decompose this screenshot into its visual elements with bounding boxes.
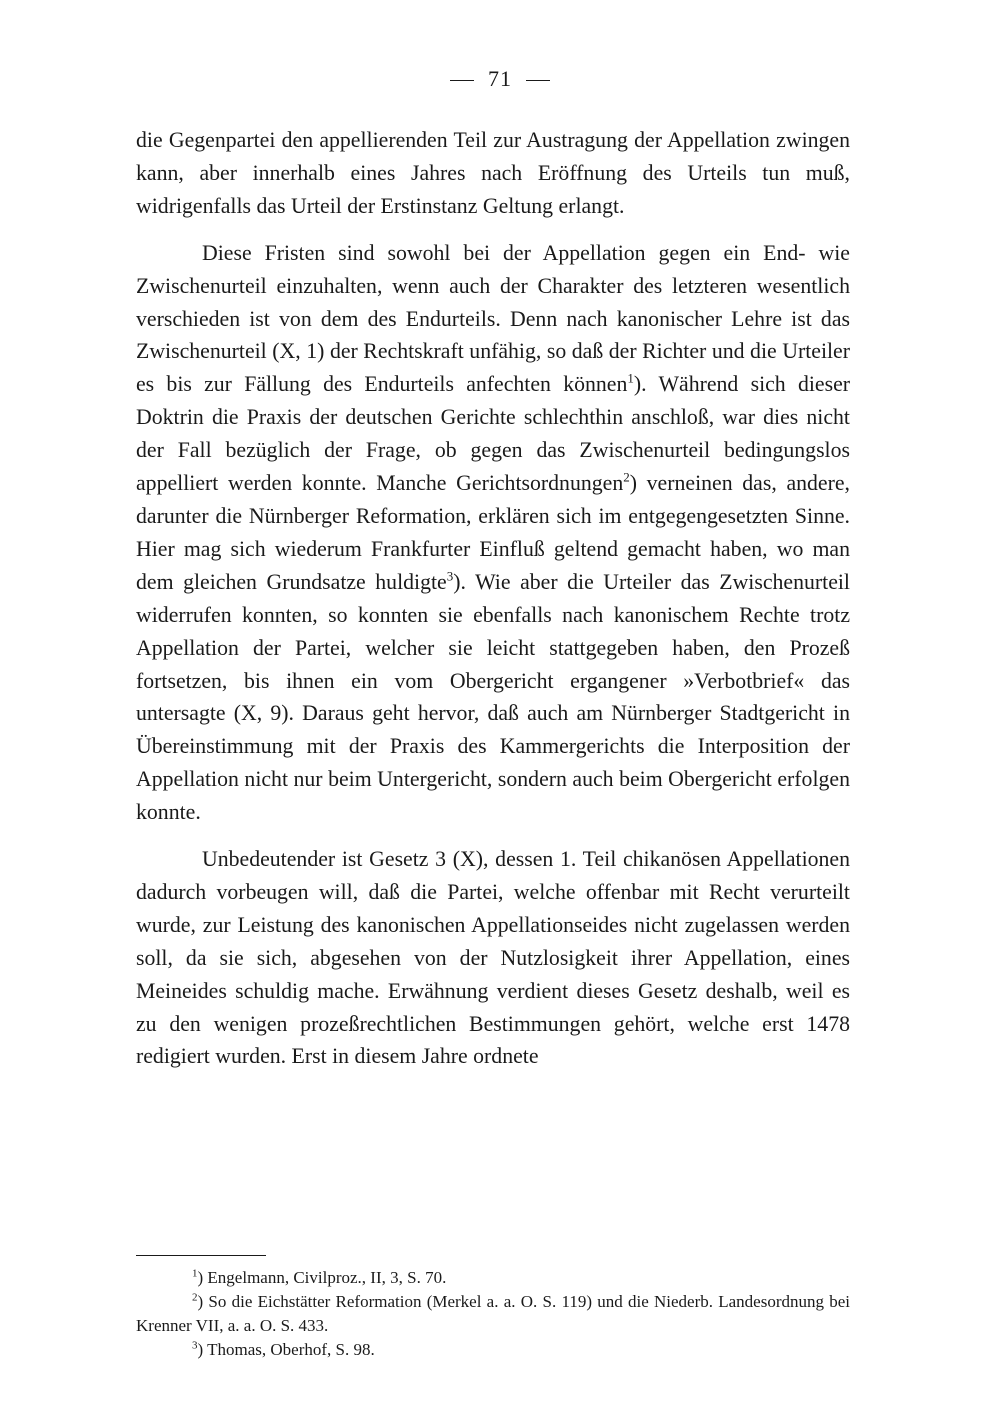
footnote-2-text: ) So die Eichstätter Reformation (Merkel a. a. O. S. 119) und die Niederb. Landesordnung bei Krenner VII, a. a. O. S. 433. <box>136 1292 850 1335</box>
footnote-1-mark: 1 <box>192 1267 198 1280</box>
paragraph-2-part-d: ). Wie aber die Urteiler das Zwischenurteil widerrufen konnten, so konnten sie ebenfalls nach kanonischem Rechte trotz Appellation der Partei, welcher sie leicht stattgegeben haben, den Prozeß fortsetzen, bis ihnen ein vom Obergericht ergangener »Verbotbrief« das untersagte (X, 9). Daraus geht hervor, daß auch am Nürnberger Stadtgericht in Übereinstimmung mit der Praxis des Kammergerichts die Interposition der Appellation nicht nur beim Untergericht, sondern auch beim Obergericht erfolgen konnte. <box>136 569 850 825</box>
page-number-value: 71 <box>488 66 512 91</box>
footnote-1 <box>136 1266 850 1290</box>
paragraph-3: Unbedeutender ist Gesetz 3 (X), dessen 1. Teil chikanösen Appellationen dadurch vorbeugen will, daß die Partei, welche offenbar mit Recht verurteilt wurde, zur Leistung des kanonischen Appellationseides nicht zugelassen werden soll, da sie sich, abgesehen von der Nutzlosigkeit ihrer Appellation, eines Meineides schuldig mache. Erwähnung verdient dieses Gesetz deshalb, weil es zu den wenigen prozeßrechtlichen Bestimmungen gehört, welche erst 1478 redigiert wurden. Erst in diesem Jahre ordnete <box>136 847 850 1069</box>
footnote-3-mark: 3 <box>192 1339 198 1352</box>
footnote-3-text: ) Thomas, Oberhof, S. 98. <box>197 1340 375 1359</box>
paragraph-1: die Gegenpartei den appellierenden Teil zur Austragung der Appellation zwingen kann, aber innerhalb eines Jahres nach Eröffnung des Urteils tun muß, widrigenfalls das Urteil der Erstinstanz Geltung erlangt. <box>136 128 850 218</box>
footnote-2 <box>136 1290 850 1338</box>
footnotes <box>136 1266 850 1362</box>
footnote-ref-1: 1 <box>627 371 634 387</box>
footnote-3 <box>136 1338 850 1362</box>
footnote-separator <box>136 1255 266 1256</box>
paragraph-2-part-a: Diese Fristen sind sowohl bei der Appellation gegen ein End- wie Zwischenurteil einzuhalten, wenn auch der Charakter des letzteren wesentlich verschieden ist von dem des Endurteils. Denn nach kanonischer Lehre ist das Zwischenurteil (X, 1) der Rechtskraft unfähig, so daß der Richter und die Urteiler es bis zur Fällung des Endurteils anfechten können <box>136 240 850 397</box>
paragraph-2 <box>136 237 850 829</box>
footnote-ref-3: 3 <box>446 568 454 584</box>
footnote-ref-2: 2 <box>623 469 630 485</box>
page-number-dash-left <box>450 80 474 81</box>
footnote-2-mark: 2 <box>192 1291 198 1304</box>
main-text <box>136 124 850 1073</box>
page-number <box>0 66 1000 92</box>
paragraph-2-part-c: ) verneinen das, andere, darunter die Nürnberger Reformation, erklären sich im entgegengesetzten Sinne. Hier mag sich wiederum Frankfurter Einfluß geltend gemacht haben, wo man dem gleichen Grundsatze huldigte <box>136 471 850 594</box>
footnote-1-text: ) Engelmann, Civilproz., II, 3, S. 70. <box>197 1268 447 1287</box>
paragraph-2-part-b: ). Während sich dieser Doktrin die Praxis der deutschen Gerichte schlechthin anschloß, war dies nicht der Fall bezüglich der Frage, ob gegen das Zwischenurteil bedingungslos appelliert werden konnte. Manche Gerichtsordnungen <box>136 372 850 496</box>
page-number-dash-right <box>526 80 550 81</box>
